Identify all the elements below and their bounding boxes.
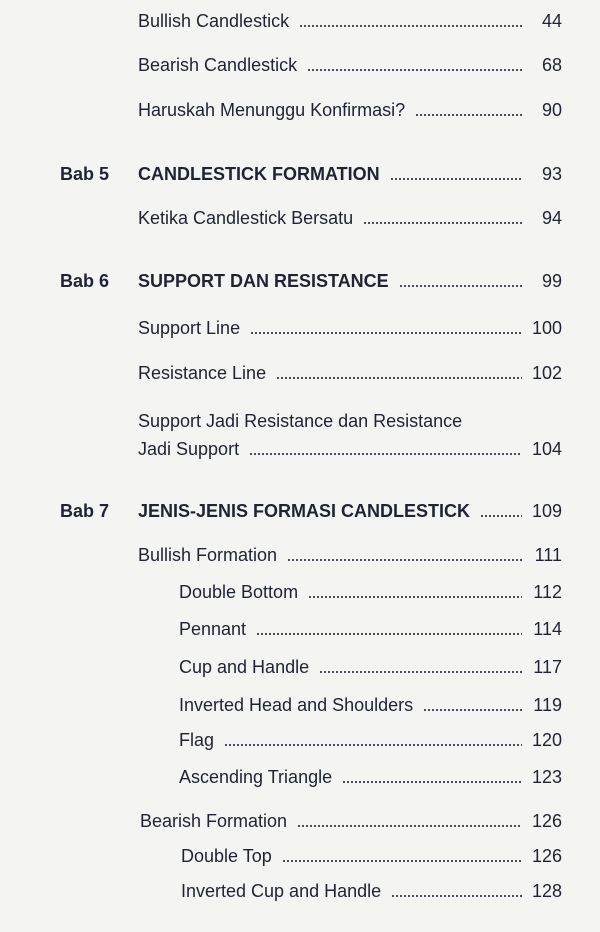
chapter-label: Bab 7 [60, 501, 110, 521]
toc-subentry [179, 618, 562, 640]
dot-leader [342, 781, 522, 783]
dot-leader [287, 559, 522, 561]
chapter-entry [138, 163, 562, 185]
entry-title: Support Line [138, 318, 241, 338]
toc-subentry [181, 880, 562, 902]
dot-leader [480, 515, 522, 517]
dot-leader [308, 596, 522, 598]
toc-entry [138, 54, 562, 76]
entry-title: Jadi Support [138, 439, 240, 459]
page-number: 99 [541, 271, 562, 291]
entry-title: Ketika Candlestick Bersatu [138, 208, 354, 228]
chapter-entry [138, 500, 562, 522]
toc-subentry [179, 581, 562, 603]
toc-subentry [179, 766, 562, 788]
page-number: 109 [531, 501, 562, 521]
entry-title: Ascending Triangle [179, 767, 333, 787]
page-number: 104 [531, 439, 562, 459]
page-number: 117 [533, 657, 562, 677]
entry-title: Haruskah Menunggu Konfirmasi? [138, 100, 406, 120]
toc-subentry [179, 656, 562, 678]
chapter-label: Bab 5 [60, 164, 110, 184]
page-number: 114 [533, 619, 562, 639]
entry-title: Flag [179, 730, 215, 750]
entry-title: Pennant [179, 619, 247, 639]
chapter-entry [138, 270, 562, 292]
entry-title: Inverted Head and Shoulders [179, 695, 414, 715]
toc-entry [138, 438, 562, 460]
page-number: 126 [531, 811, 562, 831]
section-title: Bullish Formation [138, 545, 278, 565]
dot-leader [250, 332, 522, 334]
toc-subentry [181, 845, 562, 867]
page-number: 94 [541, 208, 562, 228]
toc-subentry [179, 694, 562, 716]
toc-entry [138, 99, 562, 121]
page-number: 120 [531, 730, 562, 750]
entry-title: Support Jadi Resistance dan Resistance [138, 411, 463, 431]
section-title: Bearish Formation [140, 811, 288, 831]
toc-entry-line1 [138, 410, 562, 432]
entry-title: Bullish Candlestick [138, 11, 290, 31]
page-number: 90 [541, 100, 562, 120]
entry-title: Inverted Cup and Handle [181, 881, 382, 901]
page-number: 68 [541, 55, 562, 75]
page-number: 128 [531, 881, 562, 901]
dot-leader [391, 895, 522, 897]
dot-leader [319, 671, 522, 673]
chapter-label: Bab 6 [60, 271, 110, 291]
page-number: 93 [541, 164, 562, 184]
dot-leader [249, 453, 522, 455]
page-number: 112 [533, 582, 562, 602]
dot-leader [276, 377, 522, 379]
entry-title: Resistance Line [138, 363, 267, 383]
page-number: 126 [531, 846, 562, 866]
toc-section-entry [138, 544, 562, 566]
dot-leader [399, 285, 522, 287]
page-number: 100 [531, 318, 562, 338]
page-number: 44 [541, 11, 562, 31]
page-number: 119 [533, 695, 562, 715]
toc-entry [138, 207, 562, 229]
toc-entry [138, 362, 562, 384]
page-number: 123 [531, 767, 562, 787]
dot-leader [297, 825, 522, 827]
toc-entry [138, 317, 562, 339]
page-number: 102 [531, 363, 562, 383]
dot-leader [363, 222, 522, 224]
page-number: 111 [534, 545, 562, 565]
dot-leader [390, 178, 522, 180]
dot-leader [256, 633, 522, 635]
dot-leader [415, 114, 522, 116]
chapter-title: JENIS-JENIS FORMASI CANDLESTICK [138, 501, 471, 521]
dot-leader [282, 860, 522, 862]
toc-subentry [179, 729, 562, 751]
dot-leader [307, 69, 522, 71]
dot-leader [423, 709, 522, 711]
chapter-title: CANDLESTICK FORMATION [138, 164, 380, 184]
chapter-title: SUPPORT DAN RESISTANCE [138, 271, 389, 291]
entry-title: Double Bottom [179, 582, 299, 602]
dot-leader [224, 744, 522, 746]
dot-leader [299, 25, 522, 27]
entry-title: Double Top [181, 846, 272, 866]
toc-entry [138, 10, 562, 32]
entry-title: Bearish Candlestick [138, 55, 298, 75]
toc-section-entry [140, 810, 562, 832]
entry-title: Cup and Handle [179, 657, 310, 677]
